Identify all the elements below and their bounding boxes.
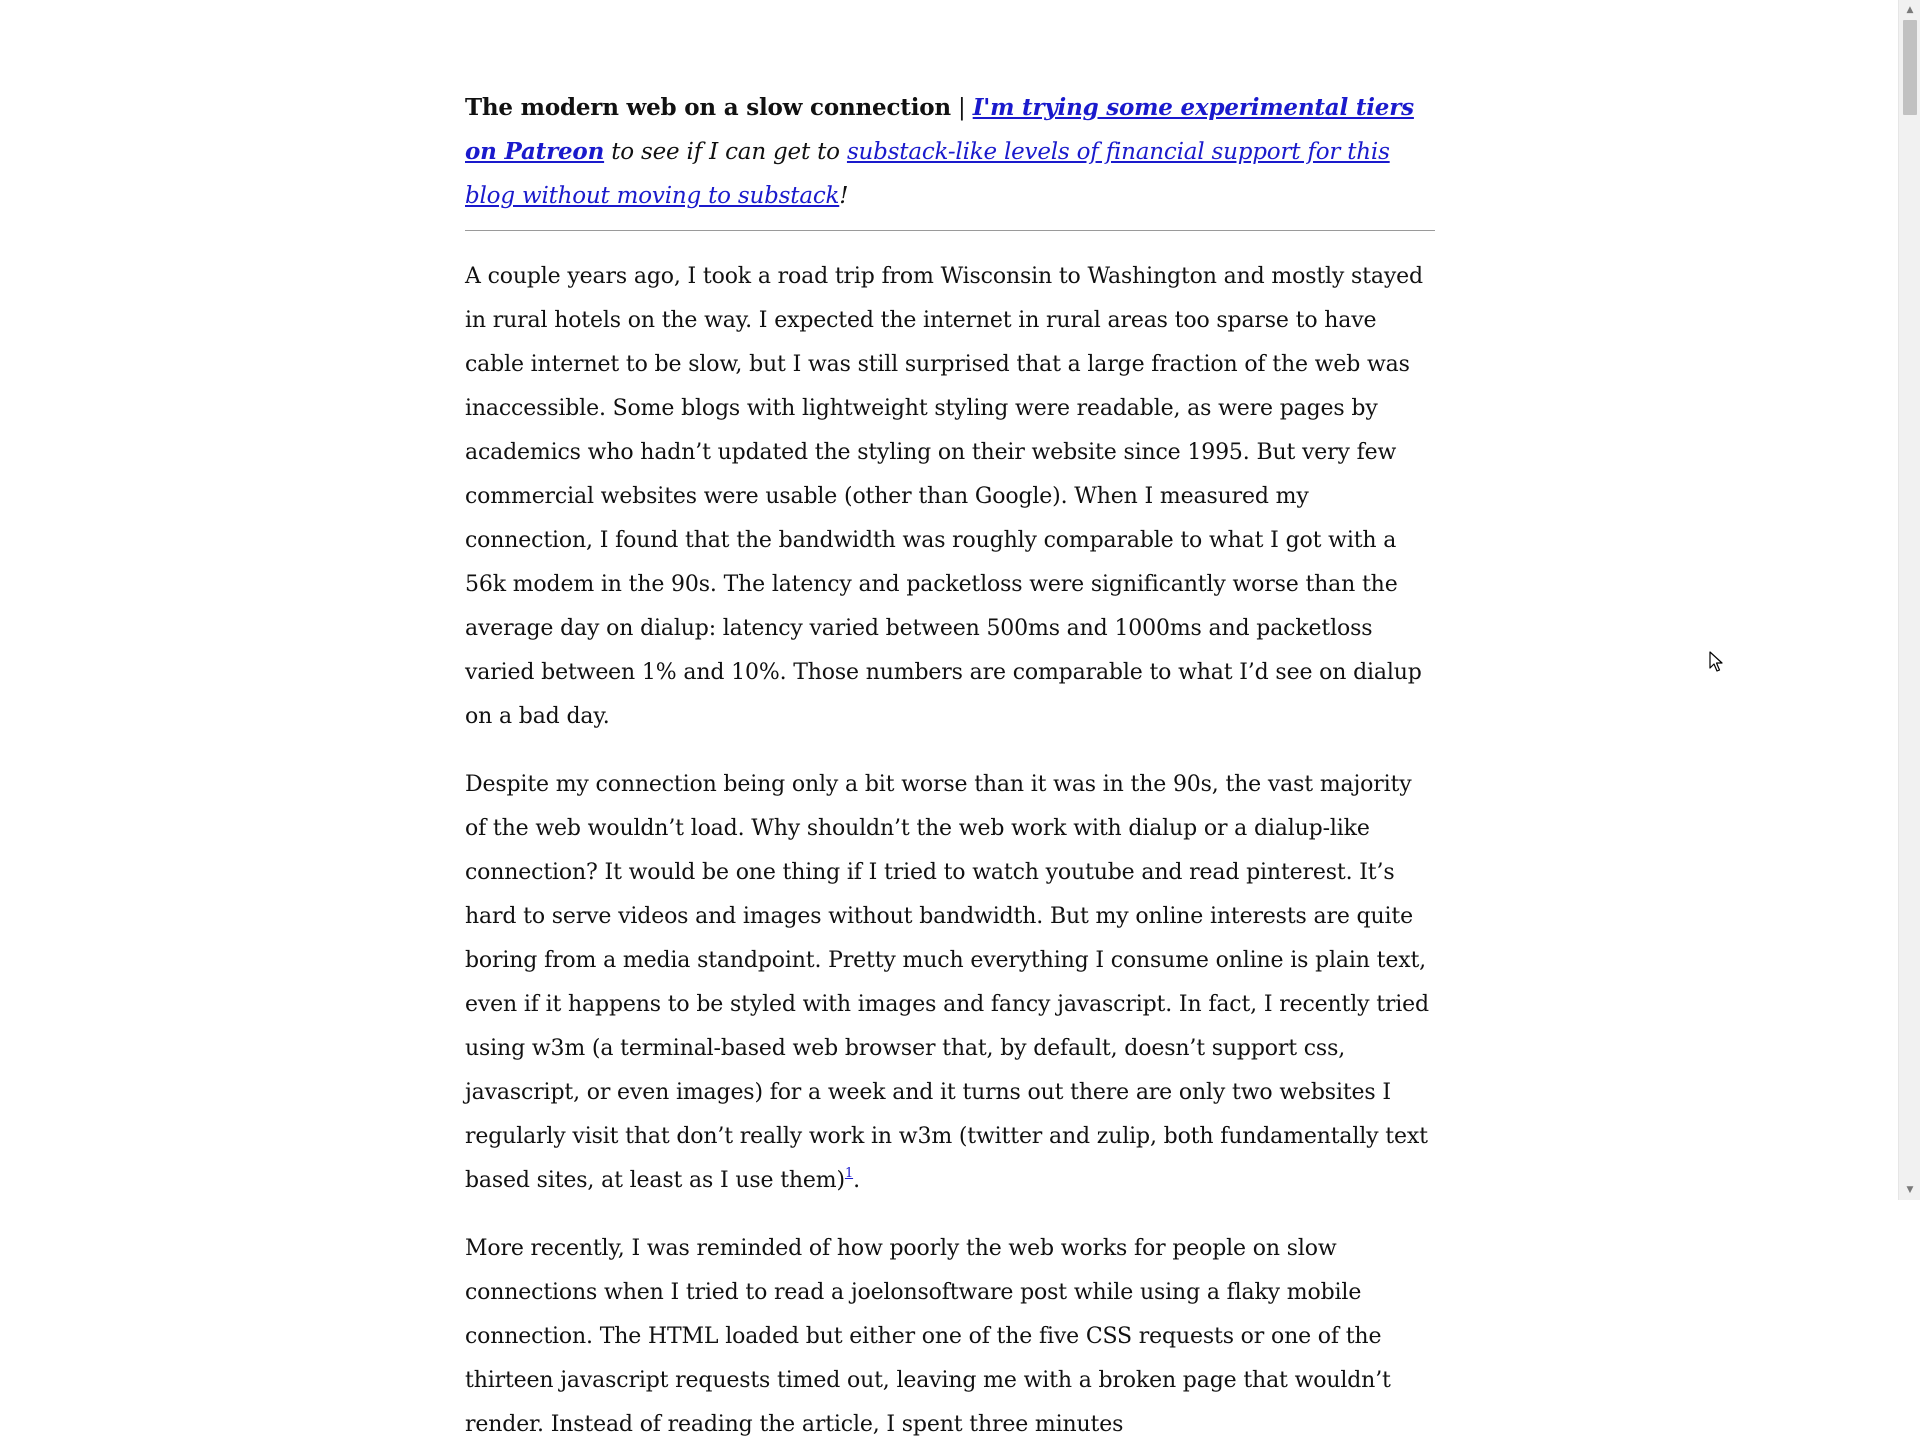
paragraph-2-end: . bbox=[853, 1168, 860, 1193]
patreon-note-end: ! bbox=[839, 183, 849, 209]
title-separator: | bbox=[950, 95, 973, 121]
post-body bbox=[465, 255, 1435, 1447]
scrollbar-thumb[interactable] bbox=[1903, 20, 1917, 115]
patreon-link[interactable]: I'm trying some experimental tiers on Patreon bbox=[465, 94, 1414, 165]
mouse-pointer-icon bbox=[1709, 651, 1725, 673]
patreon-note-text: to see if I can get to bbox=[604, 139, 847, 165]
substack-link[interactable]: substack-like levels of financial support for this blog without moving to substack bbox=[465, 139, 1390, 209]
vertical-scrollbar[interactable] bbox=[1898, 0, 1920, 1200]
article bbox=[465, 86, 1435, 1447]
scroll-up-arrow-icon[interactable]: ▲ bbox=[1906, 5, 1914, 15]
paragraph-2-text: Despite my connection being only a bit worse than it was in the 90s, the vast majority of the web wouldn’t load. Why shouldn’t the web work with dialup or a dialup-like connection? It would be one thing if I tried to watch youtube and read pinterest. It’s hard to serve videos and images without bandwidth. But my online interests are quite boring from a media standpoint. Pretty much everything I consume online is plain text, even if it happens to be styled with images and fancy javascript. In fact, I recently tried using w3m (a terminal-based web browser that, by default, doesn’t support css, javascript, or even images) for a week and it turns out there are only two websites I regularly visit that don’t really work in w3m (twitter and zulip, both fundamentally text based sites, at least as I use them) bbox=[465, 772, 1429, 1193]
post-header bbox=[465, 86, 1435, 231]
post-title: The modern web on a slow connection bbox=[465, 94, 951, 121]
footnote-link-1[interactable]: 1 bbox=[844, 1165, 854, 1181]
scroll-down-arrow-icon[interactable]: ▼ bbox=[1906, 1185, 1914, 1195]
paragraph-2 bbox=[465, 763, 1435, 1203]
paragraph-1: A couple years ago, I took a road trip from Wisconsin to Washington and mostly stayed in rural hotels on the way. I expected the internet in rural areas too sparse to have cable internet to be slow, but I was still surprised that a large fraction of the web was inaccessible. Some blogs with lightweight styling were readable, as were pages by academics who hadn’t updated the styling on their website since 1995. But very few commercial websites were usable (other than Google). When I measured my connection, I found that the bandwidth was roughly comparable to what I got with a 56k modem in the 90s. The latency and packetloss were significantly worse than the average day on dialup: latency varied between 500ms and 1000ms and packetloss varied between 1% and 10%. Those numbers are comparable to what I’d see on dialup on a bad day. bbox=[465, 264, 1423, 729]
paragraph-3: More recently, I was reminded of how poorly the web works for people on slow connections when I tried to read a joelonsoftware post while using a flaky mobile connection. The HTML loaded but either one of the five CSS requests or one of the thirteen javascript requests timed out, leaving me with a broken page that wouldn’t render. Instead of reading the article, I spent three minutes bbox=[465, 1236, 1391, 1437]
